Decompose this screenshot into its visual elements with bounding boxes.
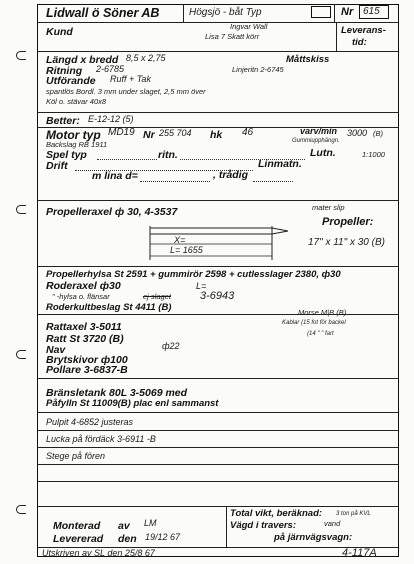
levererad-value: 19/12 67 bbox=[145, 532, 181, 542]
lutn-value: 1:1000 bbox=[362, 150, 385, 159]
shaft-drawing bbox=[140, 220, 300, 266]
hk-value: 46 bbox=[242, 127, 254, 138]
ritning-label: Ritning bbox=[46, 65, 83, 77]
branslelank: Bränsletank 80L 3-5069 med bbox=[46, 387, 188, 399]
boat-type: Högsjö - båt Typ bbox=[189, 7, 262, 18]
x-label: X= bbox=[174, 235, 186, 245]
utforande-label: Utförande bbox=[46, 75, 96, 87]
jarnvag-label: på järnvägsvagn: bbox=[274, 532, 353, 543]
company-name: Lidwall ö Söner AB bbox=[46, 6, 160, 20]
punch-hole bbox=[16, 505, 26, 513]
backslag: Backslag RB 1911 bbox=[46, 140, 108, 149]
linjeritn: Linjeritn 2-6745 bbox=[232, 65, 284, 74]
spel-label: Spel typ bbox=[46, 149, 87, 161]
mlina-label: m lina d= bbox=[92, 170, 138, 182]
nav-value: ф22 bbox=[162, 341, 180, 351]
kablar-2: {14 " " fart bbox=[307, 331, 334, 337]
leverans-label: Leverans- bbox=[341, 25, 386, 36]
lucka: Lucka på fördäck 3-6911 -B bbox=[46, 434, 156, 444]
varv-value: 3000 bbox=[347, 128, 368, 138]
ratt: Ratt St 3720 (B) bbox=[46, 333, 124, 345]
punch-hole bbox=[16, 350, 26, 358]
spantlos-note: spantlös Bordl. 3 mm under slaget, 2,5 mm över bbox=[46, 87, 206, 96]
roderaxel: Roderaxel ф30 bbox=[46, 280, 121, 292]
motor-label: Motor typ bbox=[46, 128, 101, 142]
ritn-label: ritn. bbox=[158, 149, 178, 161]
rattaxel: Rattaxel 3-5011 bbox=[46, 321, 122, 333]
hylsa-ref: 3-6943 bbox=[200, 290, 235, 302]
vagd-label: Vägd i travers: bbox=[230, 520, 296, 531]
stege: Stege på fören bbox=[46, 451, 106, 461]
varv-note: (B) bbox=[373, 129, 383, 138]
kund-label: Kund bbox=[46, 26, 73, 38]
nr-label: Nr bbox=[341, 6, 354, 18]
pafylln: Påfylln St 11009(B) plac enl sammanst bbox=[46, 398, 219, 409]
propeller-label: Propeller: bbox=[322, 216, 374, 228]
motor-type: MD19 bbox=[108, 127, 135, 138]
pollare: Pollare 3-6837-B bbox=[46, 364, 128, 376]
drift-label: Drift bbox=[46, 160, 68, 172]
roderkultbeslag: Roderkultbeslag St 4411 (B) bbox=[46, 302, 172, 313]
propeller-value: 17" x 11" x 30 (B) bbox=[308, 237, 385, 248]
vagd-value: vand bbox=[324, 519, 341, 528]
better-label: Better: bbox=[46, 115, 80, 127]
punch-hole bbox=[16, 51, 26, 59]
motor-nr-label: Nr bbox=[143, 129, 155, 141]
document-id: 4-117A bbox=[342, 547, 377, 559]
better-value: E-12-12 (5) bbox=[88, 114, 134, 124]
vikt-label: Total vikt, beräknad: bbox=[230, 508, 323, 519]
varv-label: varv/min bbox=[300, 126, 338, 136]
nav-label: Nav bbox=[46, 344, 66, 356]
motor-nr: 255 704 bbox=[159, 128, 192, 138]
kund-value-1: Ingvar Wall bbox=[230, 22, 268, 31]
gummi-note: Gummiupphängn. bbox=[292, 138, 340, 144]
morse-control: Morse M|B (B) bbox=[298, 308, 347, 317]
tradig-label: , trådig bbox=[213, 169, 249, 181]
ritning-value: 2-6785 bbox=[96, 64, 125, 74]
levererad-label: Levererad bbox=[53, 533, 104, 545]
brytskivor: Brytskivor ф100 bbox=[46, 354, 128, 366]
pulpit: Pulpit 4-6852 justeras bbox=[46, 417, 134, 427]
leverans-tid-label: tid: bbox=[352, 37, 367, 48]
lutn-label: Lutn. bbox=[310, 147, 336, 159]
monterad-value: LM bbox=[144, 518, 157, 528]
langd-bredd-label: Längd x bredd bbox=[46, 54, 119, 66]
roderaxel-l: L= bbox=[196, 281, 207, 291]
hylsa-struck: ej slaget bbox=[143, 292, 171, 301]
hylsa-flansar: " -hylsa o. flänsar bbox=[52, 292, 110, 301]
utskriven: Utskriven av SL den 25/8 67 bbox=[42, 548, 155, 558]
punch-hole bbox=[16, 205, 26, 213]
monterad-label: Monterad bbox=[53, 520, 101, 532]
kol-stavar: Köl o. stävar 40x8 bbox=[46, 97, 107, 106]
monterad-av-label: av bbox=[118, 520, 130, 532]
l-label: L= 1655 bbox=[170, 245, 203, 255]
mater-slip: mater slip bbox=[312, 203, 345, 212]
nr-value: 615 bbox=[363, 6, 380, 17]
levererad-den-label: den bbox=[118, 533, 137, 545]
kund-value-2: Lisa 7 Skatt körr bbox=[205, 32, 260, 41]
kablar-1: Kablar {15 fot för backel bbox=[282, 320, 346, 326]
propelleraxel: Propelleraxel ф 30, 4-3537 bbox=[46, 206, 178, 218]
propellerhylsa: Propellerhylsa St 2591 + gummirör 2598 + cutlesslager 2380, ф30 bbox=[46, 269, 341, 280]
mattskiss-label: Måttskiss bbox=[286, 54, 330, 65]
type-box bbox=[311, 6, 331, 18]
vikt-value: 3 ton på KVL bbox=[336, 511, 371, 517]
linmatn-label: Linmatn. bbox=[258, 158, 302, 170]
utforande-value: Ruff + Tak bbox=[110, 74, 151, 84]
langd-bredd-value: 8,5 x 2,75 bbox=[126, 53, 166, 63]
hk-label: hk bbox=[210, 129, 223, 141]
